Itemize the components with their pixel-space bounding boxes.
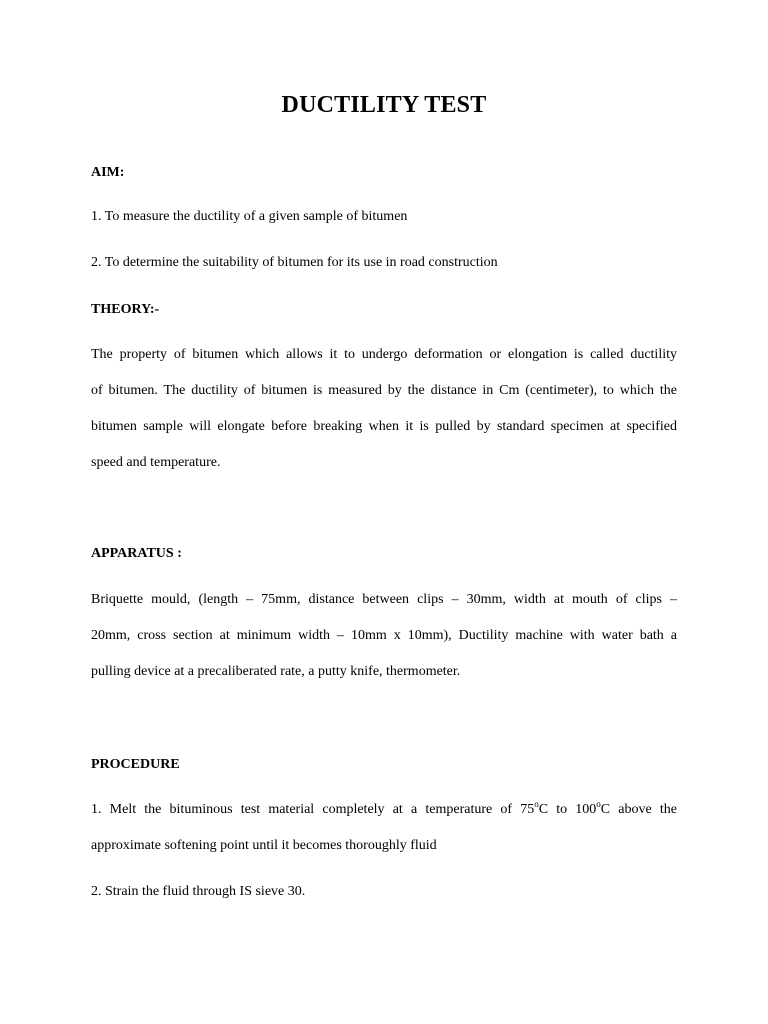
apparatus-line-3: pulling device at a precaliberated rate, a putty knife, thermometer. <box>91 664 461 679</box>
theory-line-4: speed and temperature. <box>91 455 221 470</box>
aim-item-1: 1. To measure the ductility of a given sample of bitumen <box>91 209 408 224</box>
theory-line-3: bitumen sample will elongate before breaking when it is pulled by standard specimen at specified <box>91 419 677 434</box>
procedure-step-2: 2. Strain the fluid through IS sieve 30. <box>91 884 306 899</box>
aim-heading: AIM: <box>91 165 125 180</box>
apparatus-line-2: 20mm, cross section at minimum width – 10mm x 10mm), Ductility machine with water bath a <box>91 628 677 643</box>
apparatus-line-1: Briquette mould, (length – 75mm, distance between clips – 30mm, width at mouth of clips – <box>91 592 677 607</box>
theory-heading: THEORY:- <box>91 302 160 317</box>
theory-line-1: The property of bitumen which allows it to undergo deformation or elongation is called ductility <box>91 347 677 362</box>
procedure-step-1-text-a: 1. Melt the bituminous test material completely at a temperature of 75 <box>91 802 535 817</box>
apparatus-heading: APPARATUS : <box>91 546 182 561</box>
procedure-heading: PROCEDURE <box>91 757 180 772</box>
degree-superscript-1: o <box>534 799 539 809</box>
document-title: DUCTILITY TEST <box>281 92 487 118</box>
procedure-step-1-line-1 <box>91 799 677 818</box>
procedure-step-1-line-2: approximate softening point until it becomes thoroughly fluid <box>91 838 437 853</box>
procedure-step-1-text-c: C above the <box>600 802 677 817</box>
procedure-step-1-text-b: C to 100 <box>538 802 597 817</box>
aim-item-2: 2. To determine the suitability of bitumen for its use in road construction <box>91 255 498 270</box>
theory-line-2: of bitumen. The ductility of bitumen is measured by the distance in Cm (centimeter), to which the <box>91 383 677 398</box>
degree-superscript-2: o <box>596 799 601 809</box>
